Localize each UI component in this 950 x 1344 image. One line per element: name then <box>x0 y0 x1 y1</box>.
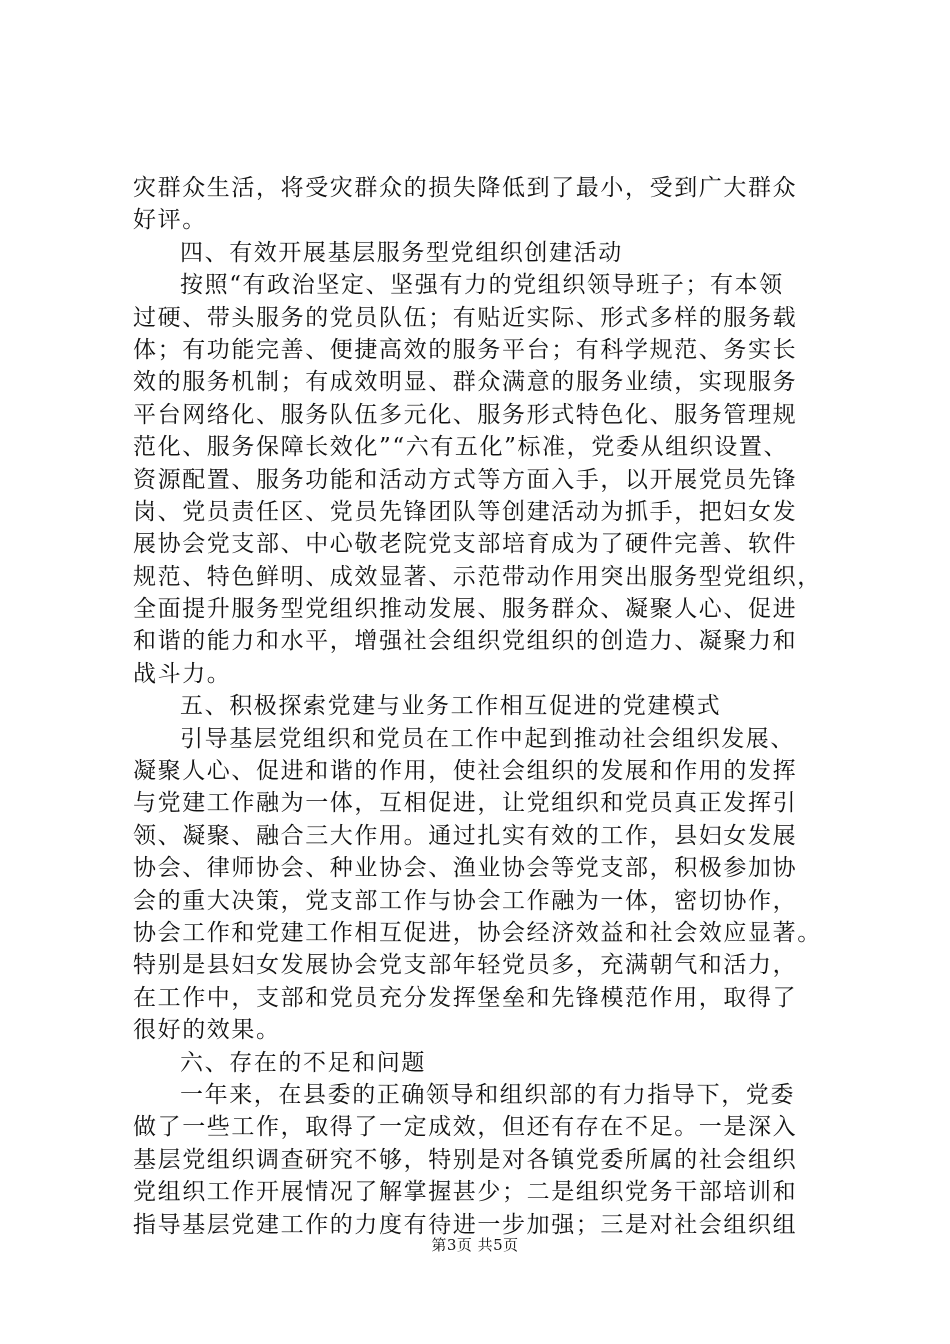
body-line: 和谐的能力和水平，增强社会组织党组织的创造力、凝聚力和 <box>133 628 798 655</box>
body-line: 做了一些工作，取得了一定成效，但还有存在不足。一是深入 <box>133 1114 798 1141</box>
page-number-footer: 第3页 共5页 <box>431 1236 519 1254</box>
body-line: 全面提升服务型党组织推动发展、服务群众、凝聚人心、促进 <box>133 596 798 623</box>
body-line: 范化、服务保障长效化”“六有五化”标准，党委从组织设置、 <box>133 434 789 461</box>
body-line: 与党建工作融为一体，互相促进，让党组织和党员真正发挥引 <box>133 790 798 817</box>
body-line: 领、凝聚、融合三大作用。通过扎实有效的工作，县妇女发展 <box>133 822 798 849</box>
body-line: 基层党组织调查研究不够，特别是对各镇党委所属的社会组织 <box>133 1146 798 1173</box>
body-line: 岗、党员责任区、党员先锋团队等创建活动为抓手，把妇女发 <box>133 498 798 525</box>
section-heading: 四、有效开展基层服务型党组织创建活动 <box>180 239 623 266</box>
body-line: 党组织工作开展情况了解掌握甚少；二是组织党务干部培训和 <box>133 1179 798 1206</box>
body-line: 平台网络化、服务队伍多元化、服务形式特色化、服务管理规 <box>133 401 798 428</box>
body-line: 指导基层党建工作的力度有待进一步加强；三是对社会组织组 <box>133 1211 798 1238</box>
body-line: 效的服务机制；有成效明显、群众满意的服务业绩，实现服务 <box>133 369 798 396</box>
body-line: 引导基层党组织和党员在工作中起到推动社会组织发展、 <box>180 725 795 752</box>
body-line: 好评。 <box>133 207 207 234</box>
body-line: 凝聚人心、促进和谐的作用，使社会组织的发展和作用的发挥 <box>133 758 798 785</box>
section-heading: 五、积极探索党建与业务工作相互促进的党建模式 <box>180 693 722 720</box>
body-line: 体；有功能完善、便捷高效的服务平台；有科学规范、务实长 <box>133 336 798 363</box>
body-line: 灾群众生活，将受灾群众的损失降低到了最小，受到广大群众 <box>133 175 798 201</box>
body-line: 过硬、带头服务的党员队伍；有贴近实际、形式多样的服务载 <box>133 304 798 331</box>
document-body <box>133 172 833 1241</box>
body-line: 在工作中，支部和党员充分发挥堡垒和先锋模范作用，取得了 <box>133 984 798 1011</box>
body-line: 战斗力。 <box>133 660 232 687</box>
body-line: 一年来，在县委的正确领导和组织部的有力指导下，党委 <box>180 1081 795 1108</box>
body-line: 展协会党支部、中心敬老院党支部培育成为了硬件完善、软件 <box>133 531 798 558</box>
body-line: 很好的效果。 <box>133 1017 281 1044</box>
section-heading: 六、存在的不足和问题 <box>180 1049 426 1076</box>
body-line: 协会工作和党建工作相互促进，协会经济效益和社会效应显著。 <box>133 919 822 946</box>
body-line: 会的重大决策，党支部工作与协会工作融为一体，密切协作， <box>133 887 798 914</box>
body-line: 特别是县妇女发展协会党支部年轻党员多，充满朝气和活力， <box>133 952 798 979</box>
body-line: 规范、特色鲜明、成效显著、示范带动作用突出服务型党组织， <box>133 563 822 590</box>
body-line: 资源配置、服务功能和活动方式等方面入手，以开展党员先锋 <box>133 466 798 493</box>
body-line: 按照“有政治坚定、坚强有力的党组织领导班子；有本领 <box>180 272 784 299</box>
body-line: 协会、律师协会、种业协会、渔业协会等党支部，积极参加协 <box>133 855 798 882</box>
